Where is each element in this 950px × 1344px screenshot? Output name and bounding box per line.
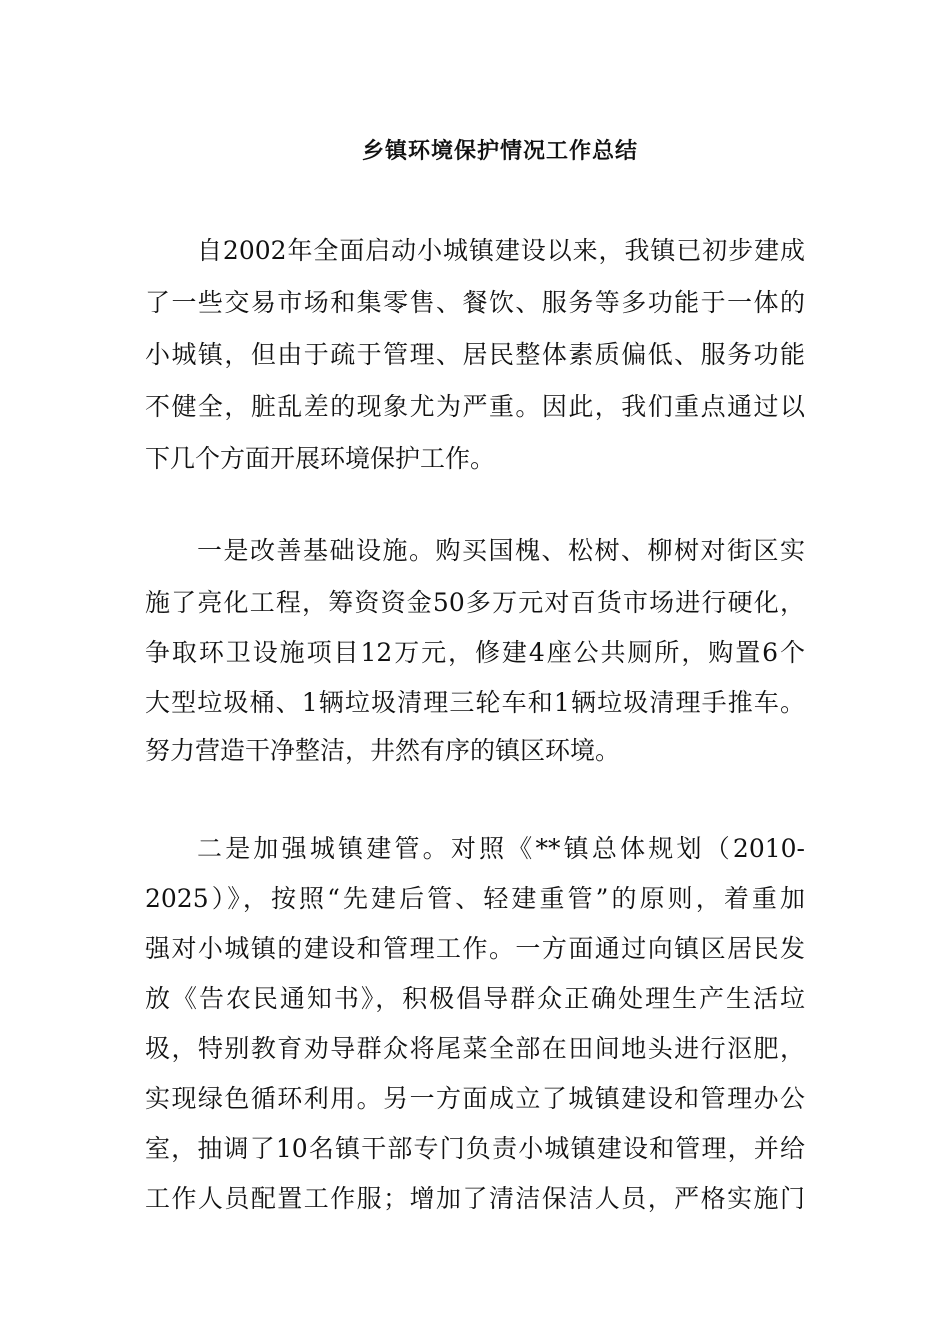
document-title: 乡镇环境保护情况工作总结 [361,139,638,164]
paragraph-3-line-3: 强对小城镇的建设和管理工作。一方面通过向镇区居民发 [145,934,805,963]
paragraph-3-line-5: 圾，特别教育劝导群众将尾菜全部在田间地头进行沤肥， [145,1034,805,1063]
paragraph-3-line-2: 2025）》，按照“先建后管、轻建重管”的原则，着重加 [145,884,805,913]
paragraph-2-line-2: 施了亮化工程，筹资资金50多万元对百货市场进行硬化， [145,588,805,617]
paragraph-3-line-1: 二是加强城镇建管。对照《**镇总体规划（2010- [197,834,805,863]
paragraph-2-line-5: 努力营造干净整洁，井然有序的镇区环境。 [145,736,621,765]
paragraph-3-line-6: 实现绿色循环利用。另一方面成立了城镇建设和管理办公 [145,1084,805,1113]
paragraph-1-line-5: 下几个方面开展环境保护工作。 [145,444,496,473]
paragraph-3-line-7: 室，抽调了10名镇干部专门负责小城镇建设和管理，并给 [145,1134,805,1163]
paragraph-3-line-8: 工作人员配置工作服；增加了清洁保洁人员，严格实施门 [145,1184,805,1213]
paragraph-1-line-1: 自2002年全面启动小城镇建设以来，我镇已初步建成 [197,236,805,265]
paragraph-2-line-3: 争取环卫设施项目12万元，修建4座公共厕所，购置6个 [145,638,805,667]
paragraph-2-line-4: 大型垃圾桶、1辆垃圾清理三轮车和1辆垃圾清理手推车。 [145,688,805,717]
paragraph-1-line-4: 不健全，脏乱差的现象尤为严重。因此，我们重点通过以 [145,392,805,421]
paragraph-1-line-2: 了一些交易市场和集零售、餐饮、服务等多功能于一体的 [145,288,805,317]
paragraph-2-line-1: 一是改善基础设施。购买国槐、松树、柳树对街区实 [197,536,805,565]
paragraph-3-line-4: 放《告农民通知书》，积极倡导群众正确处理生产生活垃 [145,984,805,1013]
paragraph-1-line-3: 小城镇，但由于疏于管理、居民整体素质偏低、服务功能 [145,340,805,369]
